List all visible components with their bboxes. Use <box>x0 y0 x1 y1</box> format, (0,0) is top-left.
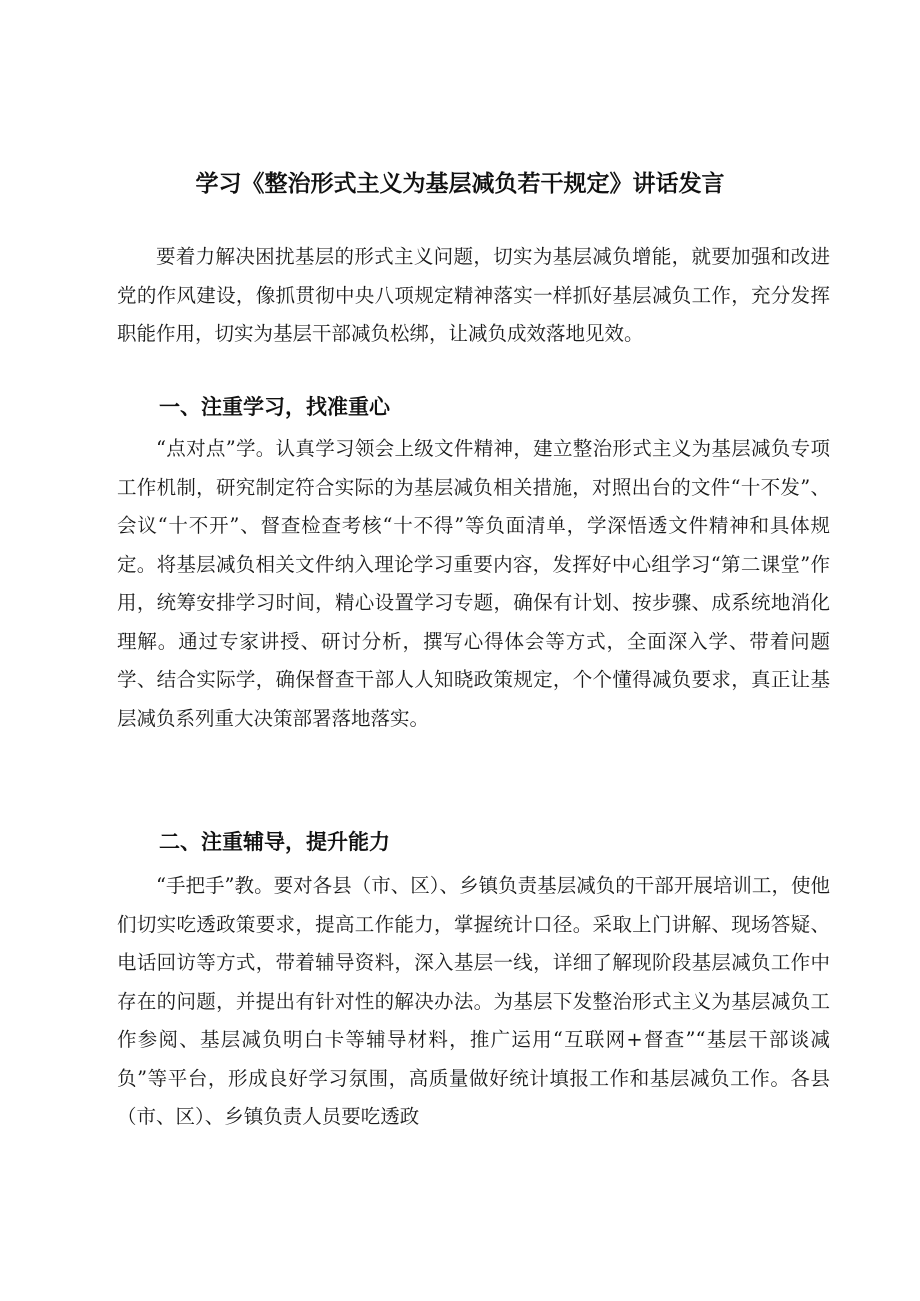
section-heading-2: 二、注重辅导，提升能力 <box>159 830 390 854</box>
section-paragraph-1: “点对点”学。认真学习领会上级文件精神，建立整治形式主义为基层减负专项工作机制，研究制定符合实际的为基层减负相关措施，对照出台的文件“十不发”、会议“十不开”、督查检查考核“十不得”等负面清单，学深悟透文件精神和具体规定。将基层减负相关文件纳入理论学习重要内容，发挥好中心组学习“第二课堂”作用，统筹安排学习时间，精心设置学习专题，确保有计划、按步骤、成系统地消化理解。通过专家讲授、研讨分析，撰写心得体会等方式，全面深入学、带着问题学、结合实际学，确保督查干部人人知晓政策规定，个个懂得减负要求，真正让基层减负系列重大决策部署落地落实。 <box>117 437 830 730</box>
intro-paragraph: 要着力解决困扰基层的形式主义问题，切实为基层减负增能，就要加强和改进党的作风建设，像抓贯彻中央八项规定精神落实一样抓好基层减负工作，充分发挥职能作用，切实为基层干部减负松绑，让减负成效落地见效。 <box>117 245 830 345</box>
document-title: 学习《整治形式主义为基层减负若干规定》讲话发言 <box>195 171 725 197</box>
section-heading-1: 一、注重学习，找准重心 <box>159 395 390 419</box>
section-paragraph-2: “手把手”教。要对各县（市、区）、乡镇负责基层减负的干部开展培训工，使他们切实吃透政策要求，提高工作能力，掌握统计口径。采取上门讲解、现场答疑、电话回访等方式，带着辅导资料，深入基层一线，详细了解现阶段基层减负工作中存在的问题，并提出有针对性的解决办法。为基层下发整治形式主义为基层减负工作参阅、基层减负明白卡等辅导材料，推广运用“互联网+督查”“基层干部谈减负”等平台，形成良好学习氛围，高质量做好统计填报工作和基层减负工作。各县（市、区）、乡镇负责人员要吃透政 <box>117 874 830 1128</box>
